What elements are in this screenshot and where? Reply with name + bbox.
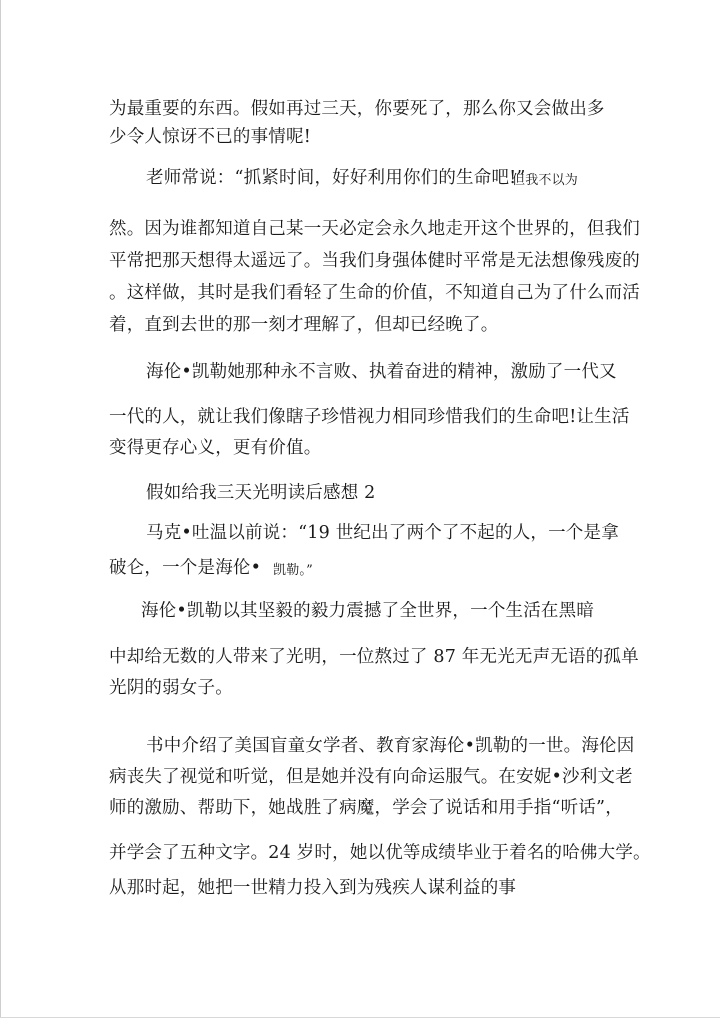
text-line: 光阴的弱女子。 — [109, 678, 233, 698]
text-line: 从那时起，她把一世精力投入到为残疾人谋利益的事 — [109, 878, 517, 898]
text-line-small: 凯勒。” — [273, 563, 313, 578]
text-line: 师的激励、帮助下，她战胜了病魔，学会了说话和用手指“听话”， — [109, 798, 623, 818]
section-heading: 假如给我三天光明读后感想 2 — [146, 483, 376, 503]
text-line: 。这样做，其时是我们看轻了生命的价值，不知道自己为了什么而活 — [109, 283, 640, 303]
text-line: 少令人惊讶不已的事情呢! — [109, 127, 311, 147]
text-line: 平常把那天想得太遥远了。当我们身强体健时平常是无法想像残废的 — [109, 251, 640, 271]
text-line: 老师常说：“抓紧时间，好好利用你们的生命吧!” — [146, 168, 526, 188]
text-line: 着，直到去世的那一刻才理解了，但却已经晚了。 — [109, 315, 499, 335]
text-line: 然。因为谁都知道自己某一天必定会永久地走开这个世界的，但我们 — [109, 219, 640, 239]
text-line: 破仑，一个是海伦• — [109, 558, 262, 578]
text-line: 海伦•凯勒以其坚毅的毅力震撼了全世界，一个生活在黑暗 — [141, 601, 595, 621]
text-line: 变得更存心义，更有价值。 — [109, 438, 322, 458]
text-line: 为最重要的东西。假如再过三天，你要死了，那么你又会做出多 — [109, 99, 605, 119]
text-line: 海伦•凯勒她那种永不言败、执着奋进的精神，激励了一代又 — [146, 362, 617, 382]
text-line: 中却给无数的人带来了光明，一位熬过了 87 年无光无声无语的孤单 — [109, 647, 639, 667]
text-line: 书中介绍了美国盲童女学者、教育家海伦•凯勒的一世。海伦因 — [146, 736, 635, 756]
text-line: 一代的人，就让我们像瞎子珍惜视力相同珍惜我们的生命吧!让生活 — [109, 407, 630, 427]
text-line: 马克•吐温以前说：“19 世纪出了两个了不起的人，一个是拿 — [146, 523, 619, 543]
page-left-border — [0, 0, 1, 1018]
text-line: 病丧失了视觉和听觉，但是她并没有向命运服气。在安妮•沙利文老 — [109, 767, 633, 787]
text-line: 并学会了五种文字。24 岁时，她以优等成绩毕业于着名的哈佛大学。 — [109, 843, 651, 863]
text-line-small: 但我不以为 — [512, 173, 579, 188]
